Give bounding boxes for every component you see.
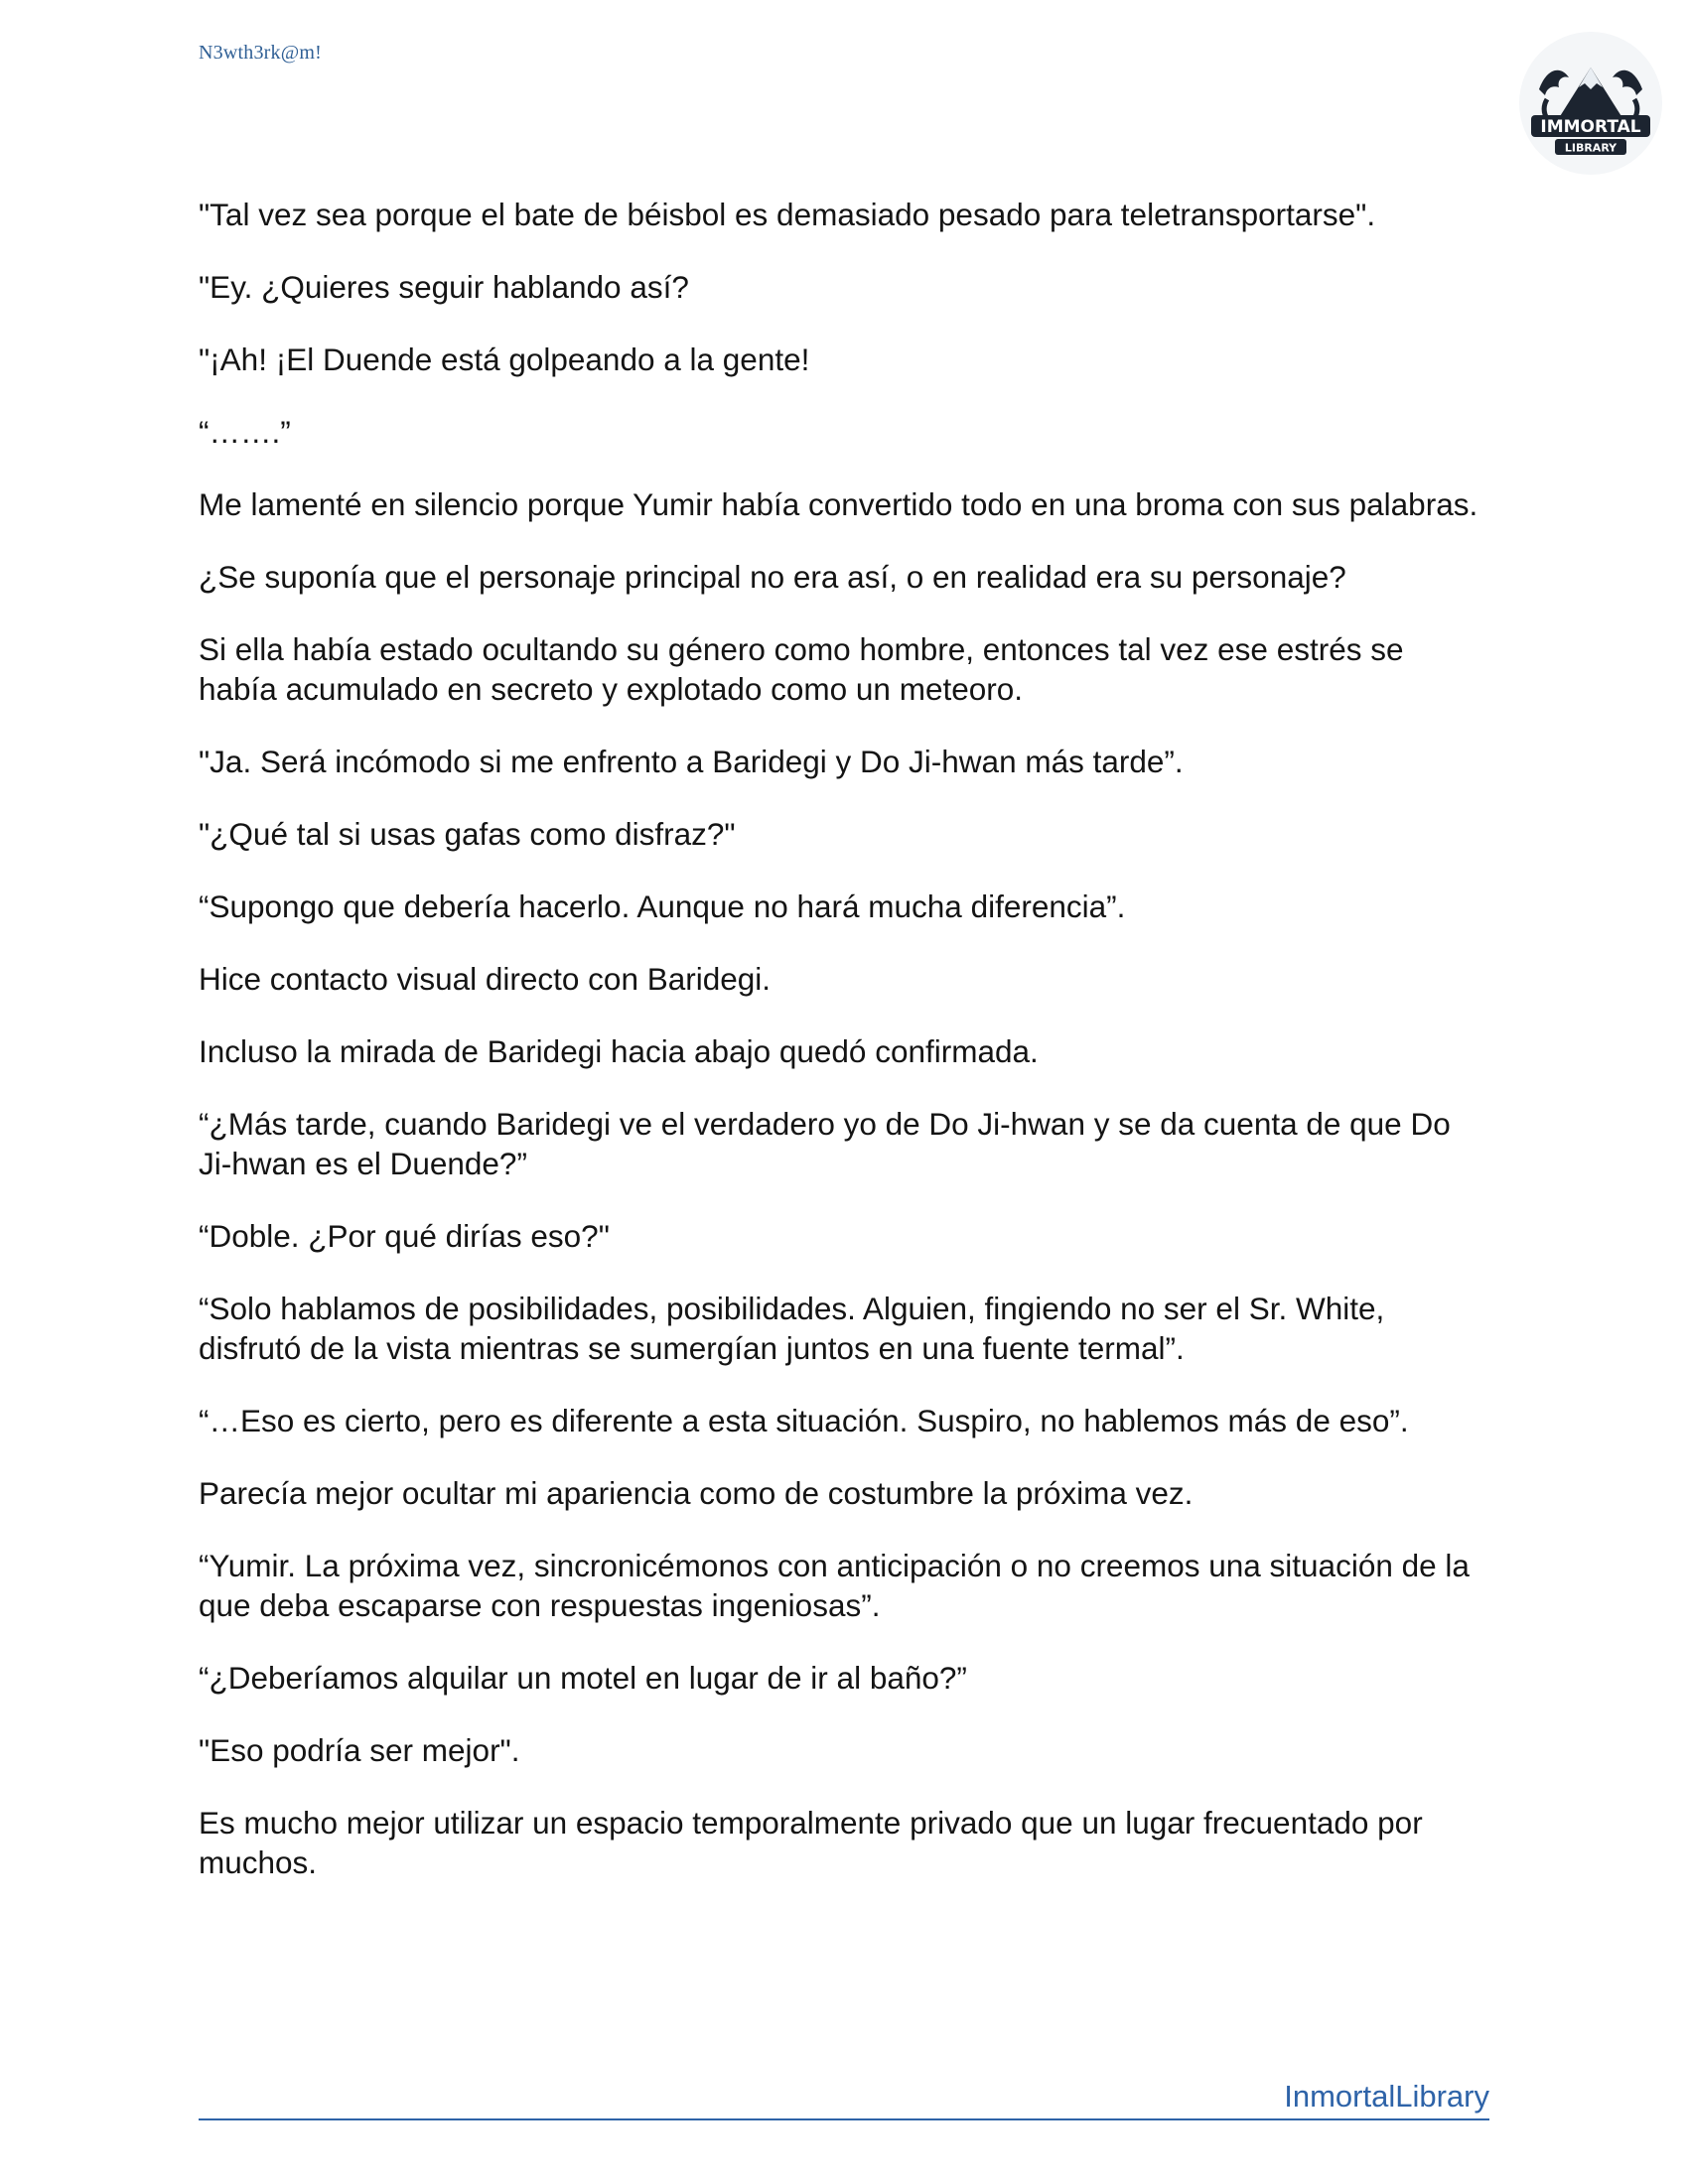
footer-link[interactable]: InmortalLibrary xyxy=(1284,2079,1489,2114)
paragraph: Hice contacto visual directo con Baridegi. xyxy=(199,961,772,997)
paragraph: “Solo hablamos de posibilidades, posibilidades. Alguien, fingiendo no ser el Sr. White, disfrutó de la vista mientras se sumergían juntos en una fuente termal”. xyxy=(199,1291,1385,1366)
paragraph: “Supongo que debería hacerlo. Aunque no hará mucha diferencia”. xyxy=(199,888,1126,924)
paragraph: "¡Ah! ¡El Duende está golpeando a la gente! xyxy=(199,341,810,377)
paragraph: Me lamenté en silencio porque Yumir había convertido todo en una broma con sus palabras. xyxy=(199,486,1478,522)
paragraph: “Yumir. La próxima vez, sincronicémonos con anticipación o no creemos una situación de la que deba escaparse con respuestas ingeniosas”. xyxy=(199,1548,1470,1623)
paragraph: “…….” xyxy=(199,414,291,450)
paragraph: "Tal vez sea porque el bate de béisbol es demasiado pesado para teletransportarse". xyxy=(199,197,1376,232)
chapter-text xyxy=(199,195,1489,1915)
paragraph: “¿Deberíamos alquilar un motel en lugar de ir al baño?” xyxy=(199,1660,967,1696)
paragraph: Parecía mejor ocultar mi apariencia como de costumbre la próxima vez. xyxy=(199,1475,1194,1511)
svg-text:IMMORTAL: IMMORTAL xyxy=(1540,117,1641,137)
paragraph: Si ella había estado ocultando su género como hombre, entonces tal vez ese estrés se había acumulado en secreto y explotado como un meteoro. xyxy=(199,631,1404,707)
paragraph: Incluso la mirada de Baridegi hacia abajo quedó confirmada. xyxy=(199,1033,1039,1069)
paragraph: “Doble. ¿Por qué dirías eso?" xyxy=(199,1218,610,1254)
footer-rule xyxy=(199,2077,1489,2120)
paragraph: "Ja. Será incómodo si me enfrento a Baridegi y Do Ji-hwan más tarde”. xyxy=(199,744,1184,779)
paragraph: Es mucho mejor utilizar un espacio temporalmente privado que un lugar frecuentado por muchos. xyxy=(199,1805,1423,1880)
svg-text:LIBRARY: LIBRARY xyxy=(1564,141,1618,155)
paragraph: "Eso podría ser mejor". xyxy=(199,1732,520,1768)
paragraph: “¿Más tarde, cuando Baridegi ve el verdadero yo de Do Ji-hwan y se da cuenta de que Do Ji-hwan es el Duende?” xyxy=(199,1106,1451,1181)
paragraph: "Ey. ¿Quieres seguir hablando así? xyxy=(199,269,689,305)
immortal-library-logo xyxy=(1517,30,1664,177)
paragraph: ¿Se suponía que el personaje principal no era así, o en realidad era su personaje? xyxy=(199,559,1346,595)
paragraph: “…Eso es cierto, pero es diferente a esta situación. Suspiro, no hablemos más de eso”. xyxy=(199,1403,1409,1438)
header-watermark: N3wth3rk@m! xyxy=(199,42,322,64)
paragraph: "¿Qué tal si usas gafas como disfraz?" xyxy=(199,816,736,852)
